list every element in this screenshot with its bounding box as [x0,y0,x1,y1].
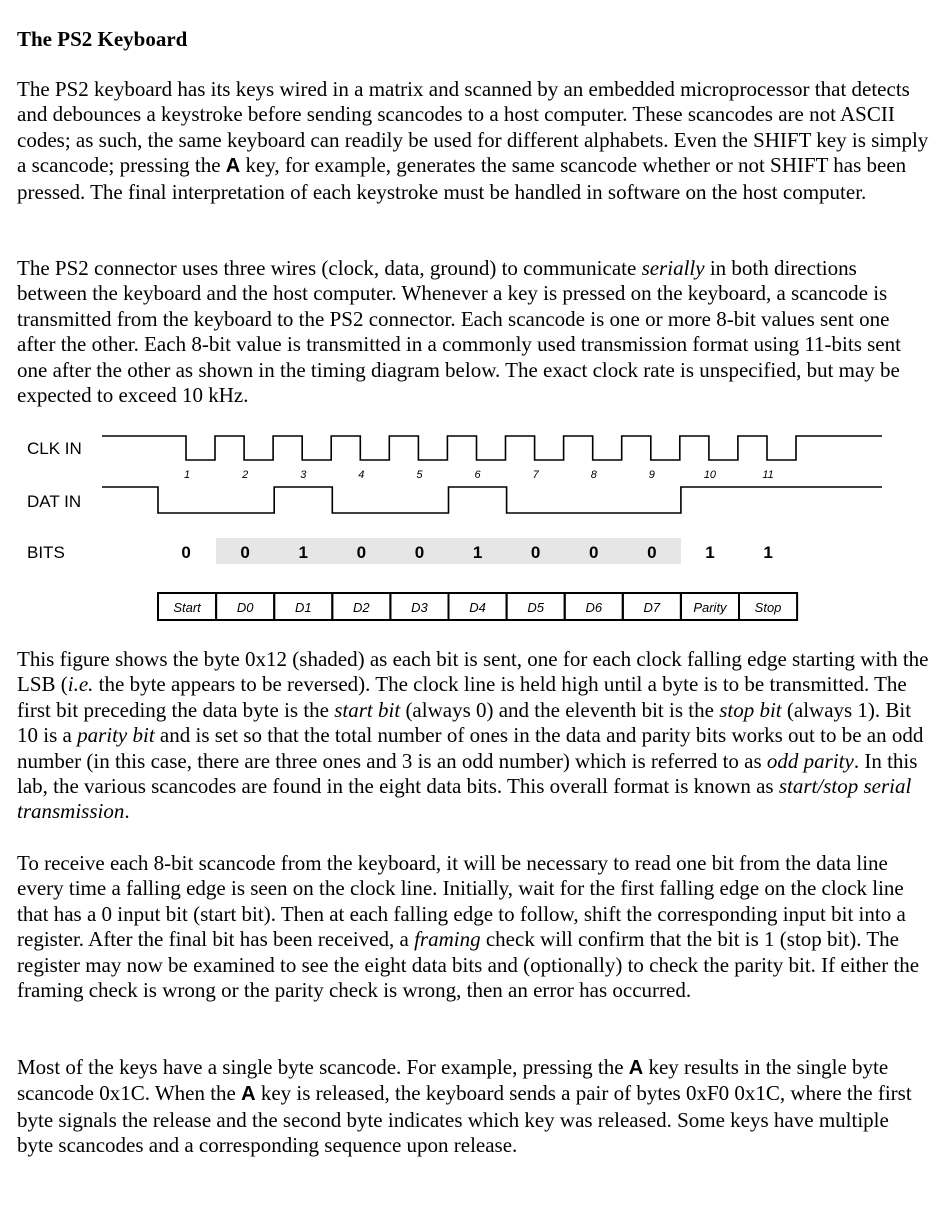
field-label: Stop [754,600,782,615]
clock-number: 6 [474,469,481,481]
paragraph-intro: The PS2 keyboard has its keys wired in a matrix and scanned by an embedded microprocessor that detects and debounces a keystroke before sending scancodes to a host computer. These scancodes are not ASCII codes; as such, the same keyboard can readily be used for different alphabets. Even the SHIFT key is simply a scancode; pressing the A key, for example, generates the same scancode whether or not SHIFT has been pressed. The final interpretation of each keystroke must be handled in software on the host computer. [17,77,929,204]
timing-diagram-svg [0,420,951,630]
bit-value: 0 [414,543,425,562]
clock-number: 5 [416,469,423,481]
timing-diagram [0,420,951,630]
paragraph-connector: The PS2 connector uses three wires (clock, data, ground) to communicate serially in both directions between the keyboard and the host computer. Whenever a key is pressed on the keyboard, a scancode is transmitted from the keyboard to the PS2 connector. Each scancode is one or more 8-bit values sent one after the other. Each 8-bit value is transmitted in a commonly used transmission format using 11-bits sent one after the other as shown in the timing diagram below. The exact clock rate is unspecified, but may be expected to exceed 10 kHz. [17,256,901,408]
bit-value: 1 [763,543,773,562]
paragraph-receiving: To receive each 8-bit scancode from the keyboard, it will be necessary to read one bit from the data line every time a falling edge is seen on the clock line. Initially, wait for the first falling edge on the clock line that has a 0 input bit (start bit). Then at each falling edge to follow, shift the corresponding input bit into a register. After the final bit has been received, a framing check will confirm that the bit is 1 (stop bit). The register may now be examined to see the eight data bits and (optionally) to check the parity bit. If either the framing check is wrong or the parity check is wrong, then an error has occurred. [17,851,920,1003]
bit-value: 0 [647,543,657,562]
clock-number: 7 [532,469,539,481]
bits-label: BITS [27,543,65,562]
field-label: D4 [469,600,486,615]
field-label: D7 [643,600,661,615]
field-label: D3 [411,600,428,615]
bit-value: 0 [181,543,191,562]
page-title: The PS2 Keyboard [17,27,188,51]
field-label: D6 [585,600,603,615]
field-label: D0 [236,600,254,615]
key-a-label: A [225,155,241,178]
field-label: Start [173,600,201,615]
bit-value: 1 [705,543,715,562]
bit-value: 1 [298,543,308,562]
field-label: D1 [294,600,312,615]
clock-number: 2 [242,469,249,481]
key-a-label: A [628,1057,644,1079]
clk-in-label: CLK IN [27,439,82,458]
dat-in-label: DAT IN [27,492,82,511]
bit-value: 0 [356,543,367,562]
bit-value: 0 [530,543,541,562]
field-label: D2 [353,600,370,615]
paragraph-figure-explanation: This figure shows the byte 0x12 (shaded) as each bit is sent, one for each clock falling edge starting with the LSB (i.e. the byte appears to be reversed). The clock line is held high until a byte is to be transmitted. The first bit preceding the data byte is the start bit (always 0) and the eleventh bit is the stop bit (always 1). Bit 10 is a parity bit and is set so that the total number of ones in the data and parity bits works out to be an odd number (in this case, there are three ones and 3 is an odd number) which is referred to as odd parity. In this lab, the various scancodes are found in the eight data bits. This overall format is known as start/stop serial transmission. [17,647,929,824]
field-label: D5 [527,600,544,615]
data-waveform [102,487,882,513]
data-bits-shade [216,538,681,564]
bit-value: 0 [240,543,250,562]
clock-number: 10 [703,469,717,481]
clock-number: 8 [590,469,597,481]
key-a-label: A [241,1083,256,1106]
clock-number: 1 [183,469,191,481]
clock-number: 9 [648,469,655,481]
bit-value: 0 [589,543,599,562]
clock-number: 3 [300,469,307,481]
clock-waveform [102,436,882,460]
clock-number: 11 [762,469,774,481]
bit-value: 1 [472,543,483,562]
clock-number: 4 [358,469,365,481]
paragraph-scancodes: Most of the keys have a single byte scancode. For example, pressing the A key results in the single byte scancode 0x1C. When the A key is released, the keyboard sends a pair of bytes 0xF0 0x1C, where the first byte signals the release and the second byte indicates which key was released. Some keys have multiple byte scancodes and a corresponding sequence upon release. [17,1055,912,1158]
field-label: Parity [693,600,727,615]
